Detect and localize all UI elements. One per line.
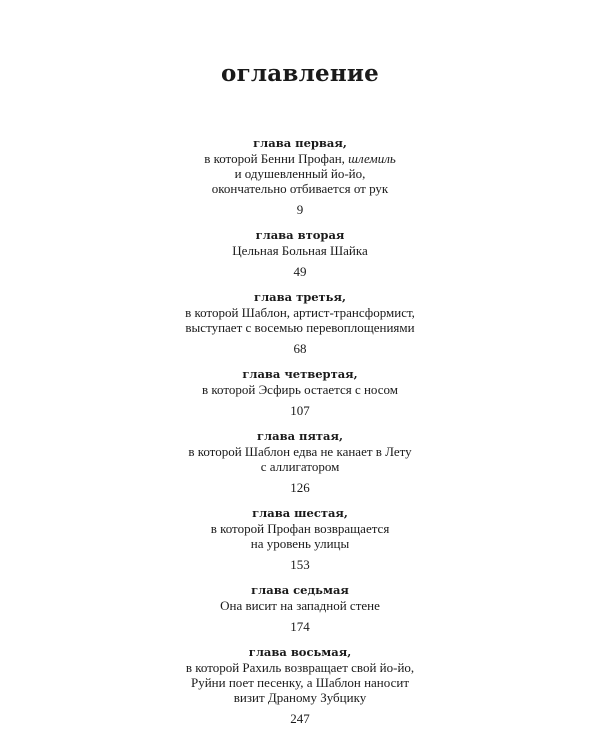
chapter-subtitle-text: в которой Профан возвращается bbox=[210, 521, 390, 536]
toc-entry[interactable] bbox=[0, 583, 600, 634]
chapter-heading: глава третья, bbox=[254, 290, 346, 304]
chapter-subtitle-line bbox=[0, 690, 600, 705]
chapter-subtitle-italic: шлемиль bbox=[348, 151, 396, 166]
chapter-subtitle-line bbox=[0, 444, 600, 459]
chapter-heading: глава первая, bbox=[253, 136, 347, 150]
page-number: 9 bbox=[296, 202, 304, 217]
chapter-subtitle-text: в которой Шаблон едва не канает в Лету bbox=[188, 444, 412, 459]
chapter-subtitle-text: Цельная Больная Шайка bbox=[232, 243, 368, 258]
page-number: 174 bbox=[290, 619, 310, 634]
chapter-heading: глава пятая, bbox=[256, 429, 344, 443]
chapter-subtitle-line bbox=[0, 459, 600, 474]
page-number: 153 bbox=[290, 557, 310, 572]
chapter-heading: глава четвертая, bbox=[242, 367, 358, 381]
page-title: оглавление bbox=[221, 60, 379, 87]
toc-entry[interactable] bbox=[0, 136, 600, 217]
toc-list bbox=[0, 136, 600, 737]
chapter-subtitle-line bbox=[0, 243, 600, 258]
toc-entry[interactable] bbox=[0, 367, 600, 418]
page-number: 126 bbox=[290, 480, 310, 495]
toc-entry[interactable] bbox=[0, 506, 600, 572]
toc-entry[interactable] bbox=[0, 228, 600, 279]
page-number: 107 bbox=[290, 403, 310, 418]
chapter-subtitle-line bbox=[0, 521, 600, 536]
chapter-subtitle-text: в которой Эсфирь остается с носом bbox=[201, 382, 399, 397]
chapter-subtitle-line bbox=[0, 536, 600, 551]
chapter-subtitle-line bbox=[0, 598, 600, 613]
chapter-subtitle-line bbox=[0, 660, 600, 675]
chapter-subtitle-text: визит Драному Зубцику bbox=[233, 690, 367, 705]
chapter-subtitle-line bbox=[0, 320, 600, 335]
chapter-heading: глава вторая bbox=[255, 228, 345, 242]
chapter-heading: глава седьмая bbox=[251, 583, 349, 597]
chapter-subtitle-line bbox=[0, 166, 600, 181]
chapter-subtitle-text: в которой Рахиль возвращает свой йо-йо, bbox=[185, 660, 415, 675]
chapter-subtitle-text: и одушевленный йо-йо, bbox=[234, 166, 366, 181]
chapter-subtitle-text: с аллигатором bbox=[260, 459, 340, 474]
chapter-subtitle-text: Она висит на западной стене bbox=[220, 598, 380, 613]
chapter-subtitle-text: выступает с восемью перевоплощениями bbox=[185, 320, 415, 335]
page-number: 247 bbox=[290, 711, 310, 726]
chapter-subtitle-text: Руйни поет песенку, а Шаблон наносит bbox=[190, 675, 409, 690]
chapter-subtitle-text: окончательно отбивается от рук bbox=[211, 181, 389, 196]
chapter-subtitle-line bbox=[0, 382, 600, 397]
toc-entry[interactable] bbox=[0, 290, 600, 356]
chapter-subtitle-line bbox=[0, 305, 600, 320]
chapter-subtitle-line bbox=[0, 675, 600, 690]
chapter-heading: глава восьмая, bbox=[248, 645, 352, 659]
page-number: 49 bbox=[293, 264, 307, 279]
chapter-subtitle-line bbox=[0, 151, 600, 166]
page-number: 68 bbox=[293, 341, 307, 356]
chapter-heading: глава шестая, bbox=[252, 506, 348, 520]
chapter-subtitle-line bbox=[0, 181, 600, 196]
toc-entry[interactable] bbox=[0, 429, 600, 495]
chapter-subtitle-text: в которой Шаблон, артист-трансформист, bbox=[185, 305, 415, 320]
toc-entry[interactable] bbox=[0, 645, 600, 726]
chapter-subtitle-text: в которой Бенни Профан, bbox=[204, 151, 349, 166]
chapter-subtitle-text: на уровень улицы bbox=[250, 536, 350, 551]
